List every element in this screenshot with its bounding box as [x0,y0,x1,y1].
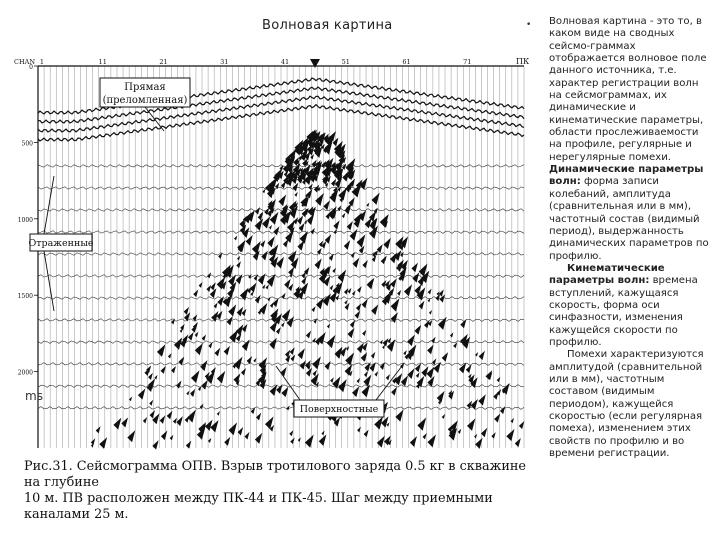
para-wave-pattern: Волновая картина - это то, в каком виде на сводных сейсмо-граммах отображается волновое поле данного источника, т.е. характер регистрации волн на сейсмограммах, их динамические и кинематические параметры, области прослеживаемости на профиле, регулярные и нерегулярные помехи. [549,16,707,163]
chan-label: CHAN [14,58,36,66]
para-dynamic: Динамические параметры волн: форма записи колебаний, амплитуда (сравнительная или в мм), частотный состав (видимый период), выдержанность динамических параметров по профилю. [549,164,709,262]
label-direct-line2: (преломленная) [102,95,188,106]
channel-tick-label: 71 [463,58,472,66]
channel-tick-label: 61 [402,58,411,66]
label-direct-line1: Прямая [124,82,166,93]
ms-label: ms [25,389,43,403]
caption-line-1: Рис.31. Сейсмограмма ОПВ. Взрыв тротилового заряда 0.5 кг в скважине на глубине [24,459,526,490]
description-text [549,16,709,460]
caption-line-2: 10 м. ПВ расположен между ПК-44 и ПК-45. Шаг между приемными каналами 25 м. [24,491,493,522]
pk-label: ПК [516,57,530,66]
channel-tick-label: 11 [98,58,107,66]
slide-title: Волновая картина [262,18,393,33]
time-tick-label: 500 [21,140,33,148]
bullet-marker: • [526,20,532,30]
time-tick-label: 1000 [17,216,33,224]
seismic-traces [38,66,524,448]
para-noise: Помехи характеризуются амплитудой (сравнительной или в мм), частотным составом (видимым периодом), кажущейся скоростью (если регулярная помеха), изменением этих свойств по профилю и во времени регистрации. [549,349,704,460]
channel-tick-label: 51 [341,58,350,66]
channel-tick-label: 21 [159,58,168,66]
label-reflected-text: Отраженные [28,238,94,249]
time-tick-label: 1500 [17,293,33,301]
channel-tick-label: 31 [220,58,229,66]
label-surface-text: Поверхностные [299,404,379,415]
channel-tick-label: 1 [39,58,45,66]
time-tick-label: 0 [29,64,33,71]
seismogram-figure [14,56,538,456]
time-tick-label: 2000 [17,369,33,377]
channel-tick-label: 41 [280,58,290,66]
para-kinematic: Кинематические параметры волн: времена вступлений, кажущаяся скорость, форма оси синфазности, изменения кажущейся скорости по профилю. [549,262,698,348]
figure-caption [24,459,536,523]
